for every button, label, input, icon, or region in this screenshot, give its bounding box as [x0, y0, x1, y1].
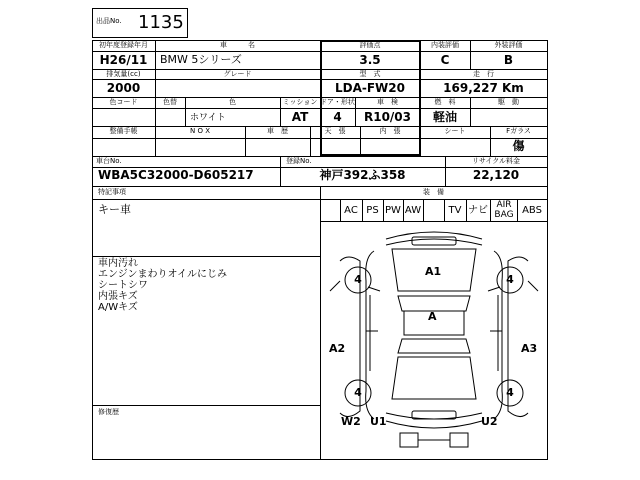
score-label: 評価点	[359, 41, 381, 49]
mission-label: ミッション	[282, 98, 318, 106]
interior-eval-value: C	[440, 53, 450, 67]
grade-label: グレード	[223, 70, 252, 78]
lot-number: 1135	[138, 12, 184, 33]
exterior-eval-label: 外装評価	[494, 41, 523, 49]
reg-label: 登録No.	[286, 157, 312, 165]
mileage-value: 169,227 Km	[443, 81, 524, 95]
lot-label: 出品No.	[96, 17, 122, 25]
mark-a3: A3	[521, 342, 538, 355]
model-label: 型 式	[359, 70, 381, 78]
tire-rear-left: 4	[354, 386, 362, 399]
drive-label: 駆 動	[498, 98, 519, 106]
exterior-eval-value: B	[503, 53, 514, 67]
name-label: 車 名	[220, 41, 255, 49]
manual-label: 整備手帳	[109, 127, 138, 135]
name-value: BMW 5シリーズ	[160, 53, 242, 66]
equip-ps: PS	[366, 205, 379, 216]
recycle-label: リサイクル料金	[471, 157, 521, 165]
mission-value: AT	[291, 110, 309, 124]
year-label: 初年度登録年月	[99, 41, 148, 49]
equipment-label: 装 備	[423, 188, 444, 196]
mileage-label: 走 行	[473, 70, 494, 78]
recycle-value: 22,120	[472, 168, 520, 182]
seat-label: シート	[444, 127, 466, 135]
mark-a: A	[428, 310, 437, 323]
tire-rear-right: 4	[506, 386, 514, 399]
equip-navi: ナビ	[468, 205, 488, 216]
fuel-value: 軽油	[432, 110, 457, 124]
model-value: LDA-FW20	[334, 81, 405, 95]
doors-label: ドア・形状	[320, 98, 355, 106]
mark-a2: A2	[329, 342, 346, 355]
special-note: キー車	[98, 203, 131, 216]
mark-a1: A1	[425, 265, 442, 278]
color-label: 色	[229, 98, 236, 106]
mark-w2: W2	[341, 415, 361, 428]
roof-label: 天 張	[324, 127, 346, 135]
score-value: 3.5	[359, 53, 381, 67]
interior-trim-label: 内 張	[379, 127, 401, 135]
note-line: 車内汚れ	[98, 258, 138, 269]
tire-front-left: 4	[354, 273, 362, 286]
fglass-value: 傷	[512, 139, 525, 153]
note-line: シートシワ	[98, 280, 148, 291]
notes-label: 特記事項	[98, 188, 126, 196]
fglass-label: Fガラス	[506, 127, 531, 135]
history-label: 車 歴	[267, 127, 288, 135]
fuel-label: 燃 料	[434, 98, 456, 106]
mark-u1: U1	[370, 415, 387, 428]
chassis-value: WBA5C32000-D605217	[98, 168, 254, 182]
inspection-value: R10/03	[363, 110, 412, 124]
nox-label: N O X	[190, 127, 210, 135]
inspection-label: 車 検	[377, 98, 398, 106]
color-value: ホワイト	[190, 113, 226, 123]
reg-value: 神戸392ふ358	[319, 168, 406, 182]
interior-eval-label: 内装評価	[431, 41, 459, 49]
displacement-label: 排気量(cc)	[106, 70, 141, 78]
note-line: エンジンまわりオイルにじみ	[98, 269, 227, 280]
equip-aw: AW	[404, 205, 422, 216]
displacement-value: 2000	[106, 81, 141, 95]
equip-ac: AC	[344, 205, 358, 216]
doors-value: 4	[333, 110, 342, 124]
colorcode-label: 色コード	[109, 98, 138, 106]
tire-front-right: 4	[506, 273, 514, 286]
colorchange-label: 色替	[163, 98, 177, 106]
equip-tv: TV	[448, 205, 462, 216]
note-line: A/Wキズ	[98, 302, 138, 313]
repair-label: 修復歴	[98, 408, 119, 416]
equip-airbag: AIR BAG	[494, 200, 514, 220]
equip-abs: ABS	[522, 205, 542, 216]
year-value: H26/11	[99, 53, 148, 67]
mark-u2: U2	[481, 415, 498, 428]
equip-pw: PW	[385, 205, 401, 216]
note-line: 内張キズ	[98, 291, 138, 302]
chassis-label: 車台No.	[96, 157, 122, 165]
